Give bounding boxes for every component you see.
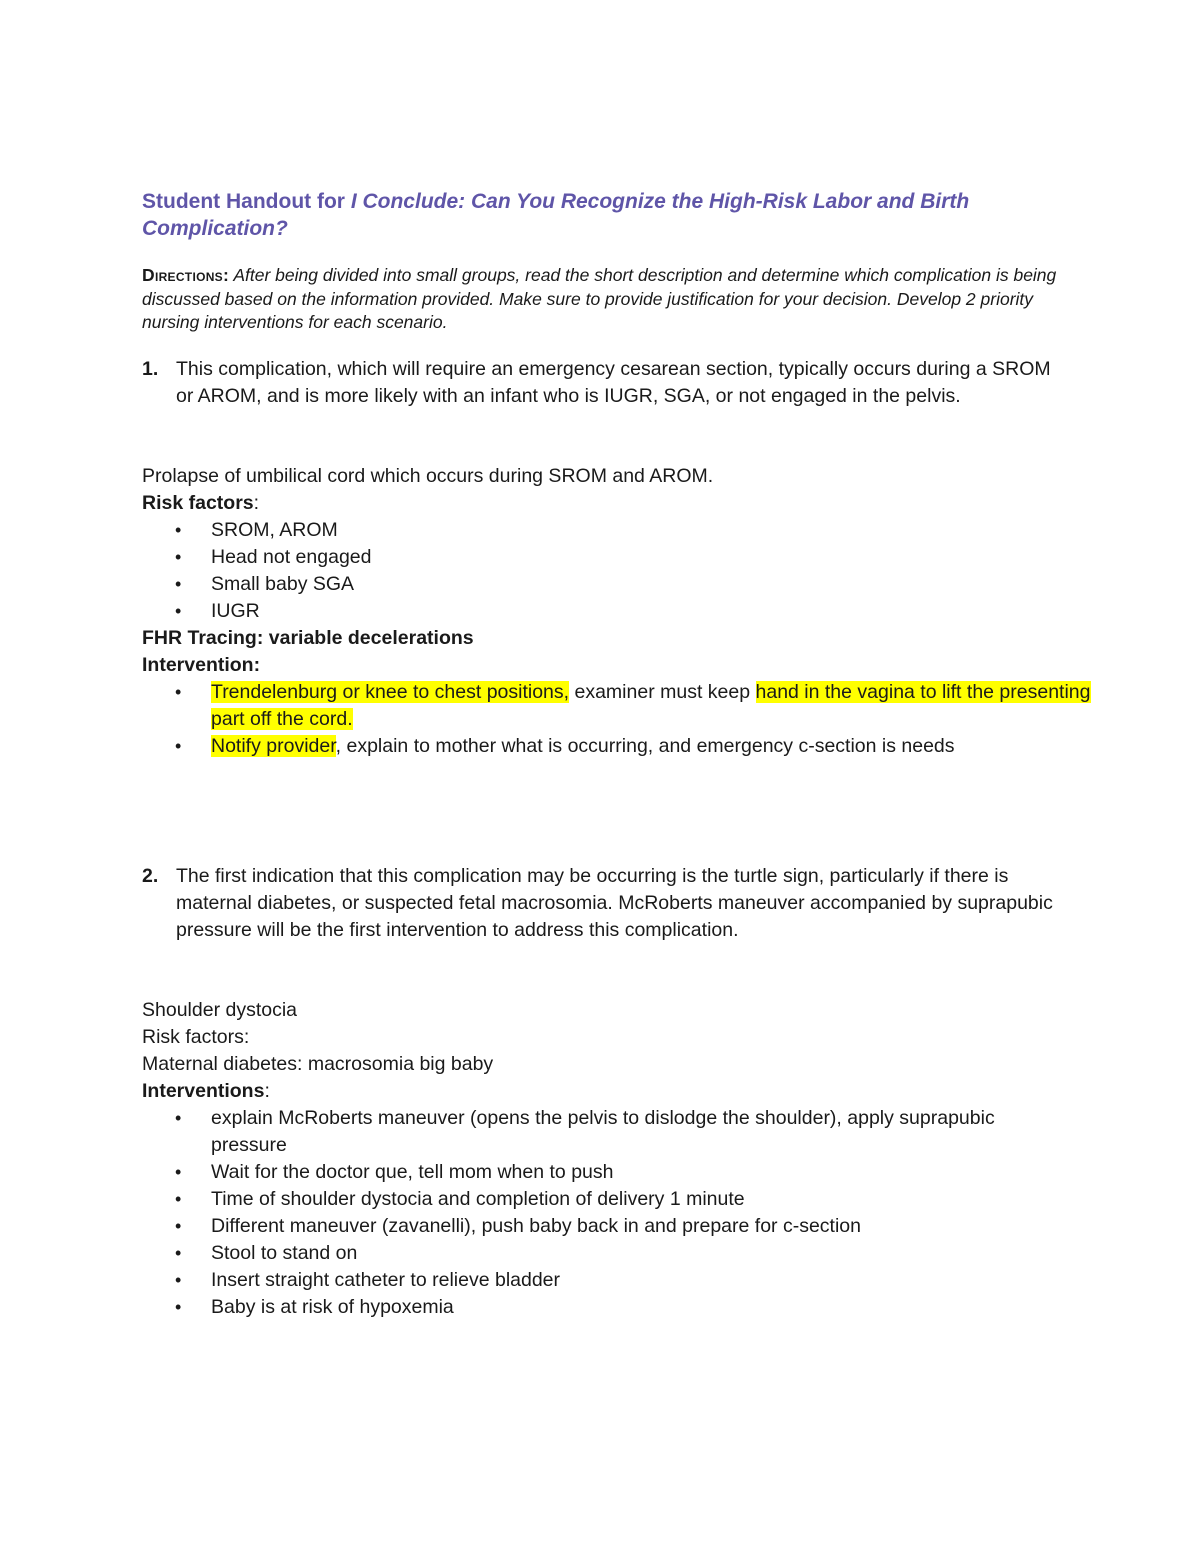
list-item: • Head not engaged: [142, 544, 1092, 571]
directions-paragraph: [142, 264, 1072, 335]
interventions-2-list: [142, 1105, 1012, 1321]
list-item: • Trendelenburg or knee to chest positions, examiner must keep hand in the vagina to lift the presenting part off the cord.: [142, 679, 1092, 733]
list-item: • Stool to stand on: [142, 1240, 1012, 1267]
question-2-number: 2.: [142, 865, 159, 887]
list-item: • Time of shoulder dystocia and completion of delivery 1 minute: [142, 1186, 1012, 1213]
fhr-tracing: FHR Tracing: variable decelerations: [142, 627, 474, 649]
directions-text: After being divided into small groups, read the short description and determine which complication is being discussed based on the information provided. Make sure to provide justification for your decision. Develop 2 priority nursing interventions for each scenario.: [142, 265, 1057, 332]
list-item: • SROM, AROM: [142, 517, 1092, 544]
question-1: [142, 356, 1072, 410]
list-item: • IUGR: [142, 598, 1092, 625]
risk-factors-1-heading: Risk factors:: [142, 492, 260, 514]
risk-factors-2-text: Maternal diabetes: macrosomia big baby: [142, 1053, 494, 1075]
list-item: • Different maneuver (zavanelli), push baby back in and prepare for c-section: [142, 1213, 1012, 1240]
answer-2-block: [142, 997, 1092, 1321]
question-2: [142, 863, 1072, 944]
highlight: Notify provider: [211, 735, 336, 757]
list-item: • Wait for the doctor que, tell mom when to push: [142, 1159, 1012, 1186]
interventions-1-list: [142, 679, 1092, 760]
directions-label: Directions:: [142, 265, 230, 285]
answer-1-block: [142, 463, 1092, 760]
risk-factors-1-list: [142, 517, 1092, 625]
question-1-number: 1.: [142, 358, 159, 380]
list-item: • explain McRoberts maneuver (opens the pelvis to dislodge the shoulder), apply suprapubic pressure: [142, 1105, 1012, 1159]
list-item: • Notify provider, explain to mother what is occurring, and emergency c-section is needs: [142, 733, 1092, 760]
question-2-text: The first indication that this complication may be occurring is the turtle sign, particularly if there is maternal diabetes, or suspected fetal macrosomia. McRoberts maneuver accompanied by suprapubic pressure will be the first intervention to address this complication.: [176, 865, 1053, 941]
intervention-1-heading: Intervention:: [142, 654, 261, 676]
risk-factors-2-heading: Risk factors:: [142, 1026, 250, 1048]
list-item: • Small baby SGA: [142, 571, 1092, 598]
handout-title: [142, 188, 1042, 242]
answer-1: Prolapse of umbilical cord which occurs during SROM and AROM.: [142, 465, 714, 487]
answer-2: Shoulder dystocia: [142, 999, 298, 1021]
highlight: Trendelenburg or knee to chest positions,: [211, 681, 570, 703]
title-prefix: Student Handout for: [142, 190, 351, 213]
title-italic: I Conclude: Can You Recognize the High-Risk Labor and Birth Complication?: [142, 190, 970, 240]
interventions-2-heading: Interventions:: [142, 1080, 270, 1102]
highlight: hand in the vagina to lift the presenting part off the cord.: [211, 681, 1091, 730]
list-item: • Insert straight catheter to relieve bladder: [142, 1267, 1012, 1294]
question-1-text: This complication, which will require an emergency cesarean section, typically occurs during a SROM or AROM, and is more likely with an infant who is IUGR, SGA, or not engaged in the pelvis.: [176, 358, 1051, 407]
list-item: • Baby is at risk of hypoxemia: [142, 1294, 1012, 1321]
